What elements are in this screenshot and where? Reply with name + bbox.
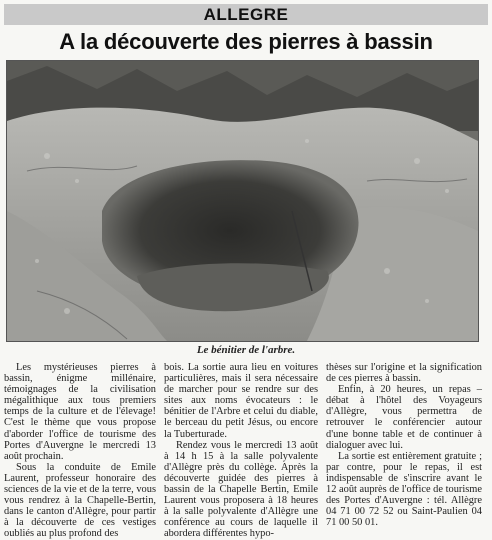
article-column-1 (4, 362, 156, 540)
paragraph: thèses sur l'origine et la signification de ces pierres à bassin. (326, 362, 482, 385)
paragraph: La sortie est entièrement gratuite ; par contre, pour le repas, il est indispensable de s'inscrire avant le 12 août auprès de l'office de tourisme des Portes d'Auvergne : tél. Allègre 04 71 00 72 52 ou Saint-Paulien 04 71 00 50 01. (326, 450, 482, 529)
paragraph: bois. La sortie aura lieu en voitures particulières, mais il sera nécessaire de marcher pour se rendre sur des sites aux noms évocateurs : le bénitier de l'Arbre et celui du diable, le berceau du petit Jésus, ou encore la Tuberturade. (164, 362, 318, 440)
article-column-3 (326, 362, 482, 528)
paragraph: Rendez vous le mercredi 13 août à 14 h 15 à la salle polyvalente d'Allègre près du collège. Après la découverte guidée des pierres à bassin de la Chapelle Bertin, Emile Laurent vous proposera à 18 heures à la salle polyvalente d'Allègre une conférence au cours de laquelle il abordera différentes hypo- (164, 439, 318, 540)
section-header-bar (4, 4, 488, 25)
article-headline: A la découverte des pierres à bassin (59, 29, 433, 54)
paragraph: Les mystérieuses pierres à bassin, énigme millénaire, témoignages de la civilisation mégalithique aux tous premiers temps de la culture et de l'élevage! C'est le thème que vous propose d'aborder l'office de tourisme des Portes d'Auvergne le mercredi 13 août prochain. (4, 362, 156, 462)
photo-caption: Le bénitier de l'arbre. (196, 344, 296, 356)
section-label: ALLEGRE (203, 5, 289, 24)
article-column-2 (164, 362, 318, 540)
paragraph: Sous la conduite de Emile Laurent, professeur honoraire des sciences de la vie et de la terre, vous vous rendrez à la Chapelle-Bertin, dans le canton d'Allègre, pour partir à la découverte de ces vestiges oubliés au plus profond des (4, 461, 156, 540)
article-photo (6, 60, 479, 342)
paragraph: Enfin, à 20 heures, un repas – débat à l'hôtel des Voyageurs d'Allègre, vous permettra de retrouver le conférencier autour d'une bonne table et de continuer à dialoguer avec lui. (326, 384, 482, 451)
